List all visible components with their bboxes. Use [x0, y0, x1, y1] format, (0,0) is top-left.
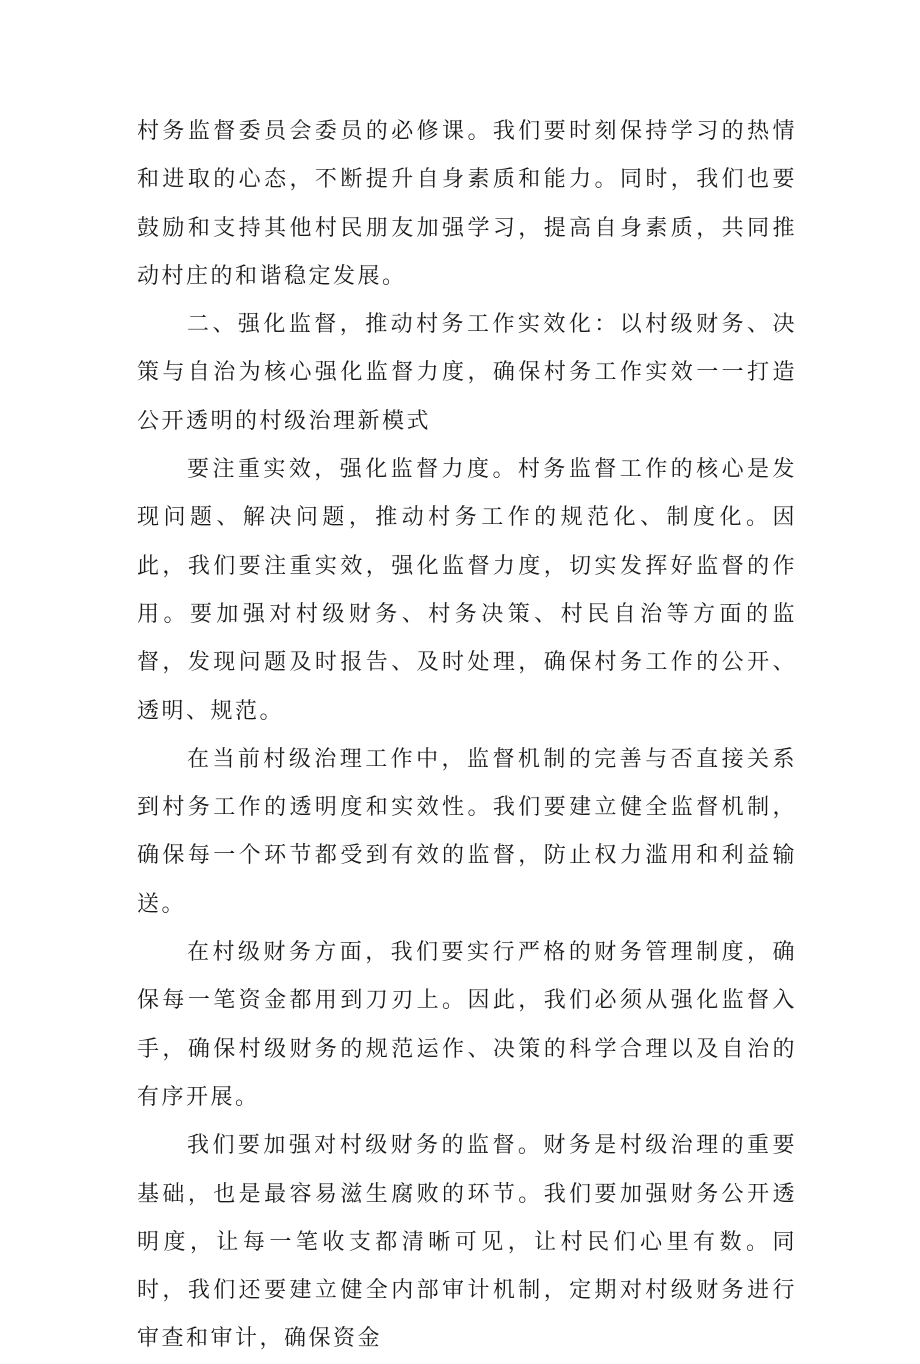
document-body	[137, 108, 797, 1364]
paragraph-effectiveness: 要注重实效，强化监督力度。村务监督工作的核心是发现问题、解决问题，推动村务工作的规范化、制度化。因此，我们要注重实效，强化监督力度，切实发挥好监督的作用。要加强对村级财务、村务决策、村民自治等方面的监督，发现问题及时报告、及时处理，确保村务工作的公开、透明、规范。	[137, 457, 797, 724]
paragraph-mechanism: 在当前村级治理工作中，监督机制的完善与否直接关系到村务工作的透明度和实效性。我们要建立健全监督机制，确保每一个环节都受到有效的监督，防止权力滥用和利益输送。	[137, 746, 797, 917]
paragraph-finance-supervision: 我们要加强对村级财务的监督。财务是村级治理的重要基础，也是最容易滋生腐败的环节。我们要加强财务公开透明度，让每一笔收支都清晰可见，让村民们心里有数。同时，我们还要建立健全内部审计机制，定期对村级财务进行审查和审计，确保资金	[137, 1133, 797, 1352]
paragraph-finance-management: 在村级财务方面，我们要实行严格的财务管理制度，确保每一笔资金都用到刀刃上。因此，我们必须从强化监督入手，确保村级财务的规范运作、决策的科学合理以及自治的有序开展。	[137, 940, 797, 1110]
section-heading-two: 二、强化监督，推动村务工作实效化：以村级财务、决策与自治为核心强化监督力度，确保村务工作实效一一打造公开透明的村级治理新模式	[137, 312, 797, 434]
paragraph-continued: 村务监督委员会委员的必修课。我们要时刻保持学习的热情和进取的心态，不断提升自身素质和能力。同时，我们也要鼓励和支持其他村民朋友加强学习，提高自身素质，共同推动村庄的和谐稳定发展。	[137, 119, 797, 289]
